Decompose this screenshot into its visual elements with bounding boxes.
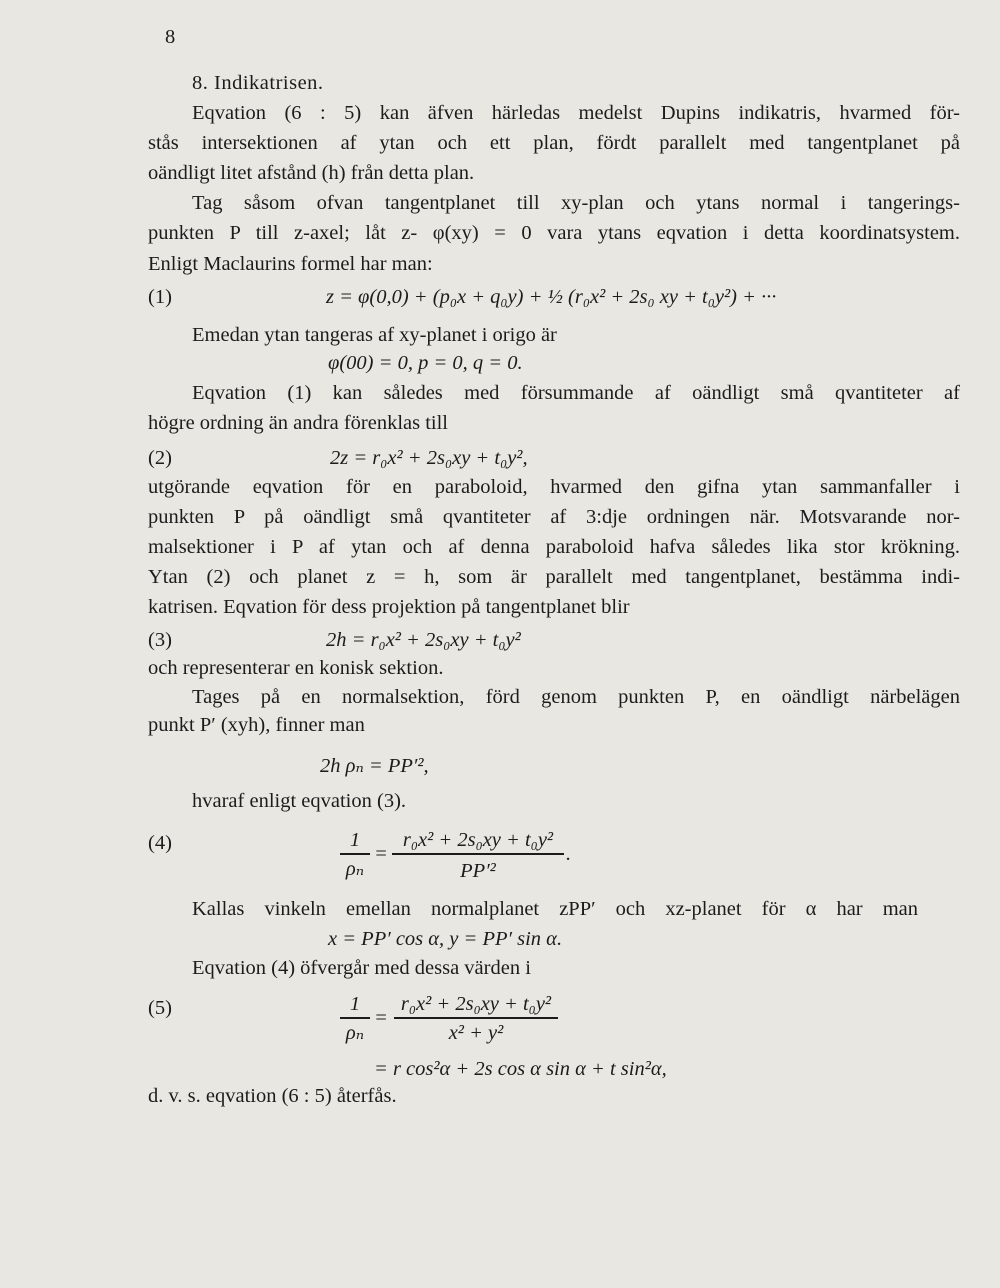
fraction-denominator: PP′² [460,860,496,882]
fraction-numerator: 1 [349,993,361,1015]
text-line: punkten P till z-axel; låt z- φ(xy) = 0 vara ytans eqvation i detta koordinatsystem. [148,222,960,244]
text-line: Eqvation (4) öfvergår med dessa värden i [192,957,531,979]
text-line: utgörande eqvation för en paraboloid, hvarmed den gifna ytan sammanfaller i [148,476,960,498]
text-line: Tag såsom ofvan tangentplanet till xy-plan och ytans normal i tangerings- [192,192,960,214]
text-line: Enligt Maclaurins formel har man: [148,253,433,275]
text-line: oändligt litet afstånd (h) från detta plan. [148,162,475,184]
equation-number: (2) [148,447,172,469]
text-line: högre ordning än andra förenklas till [148,412,449,434]
equals-sign: = [374,1007,388,1029]
equation: x = PP′ cos α, y = PP′ sin α. [328,928,563,950]
text-line: Eqvation (6 : 5) kan äfven härledas medelst Dupins indikatris, hvarmed för- [192,102,960,124]
page-number: 8 [165,26,176,48]
text-line: hvaraf enligt eqvation (3). [192,790,407,812]
equation: 2z = r₀x² + 2s₀xy + t₀y², [330,447,528,469]
equation-number: (3) [148,629,172,651]
text-line: stås intersektionen af ytan och ett plan, fördt parallelt med tangentplanet på [148,132,960,154]
section-heading: 8. Indikatrisen. [192,72,324,94]
equation: 2h ρₙ = PP′², [320,755,429,777]
fraction-bar [392,853,564,855]
text-line: Ytan (2) och planet z = h, som är parallelt med tangentplanet, bestämma indi- [148,566,960,588]
equation-number: (4) [148,832,172,854]
text-line: d. v. s. eqvation (6 : 5) återfås. [148,1085,397,1107]
fraction-bar [340,1017,370,1019]
text-line: malsektioner i P af ytan och af denna paraboloid hafva således lika stor krökning. [148,536,960,558]
equation-punctuation: . [566,843,572,865]
text-line: och representerar en konisk sektion. [148,657,444,679]
equation: φ(00) = 0, p = 0, q = 0. [328,352,523,374]
fraction-denominator: ρₙ [345,858,365,880]
text-line: Tages på en normalsektion, förd genom punkten P, en oändligt närbelägen [192,686,960,708]
equation: z = φ(0,0) + (p₀x + q₀y) + ½ (r₀x² + 2s₀ xy + t₀y²) + ··· [326,286,777,308]
equation: 2h = r₀x² + 2s₀xy + t₀y² [326,629,521,651]
fraction-numerator: r₀x² + 2s₀xy + t₀y² [400,993,552,1015]
equation: = r cos²α + 2s cos α sin α + t sin²α, [374,1058,667,1080]
fraction-bar [394,1017,558,1019]
text-line: Kallas vinkeln emellan normalplanet zPP′ och xz-planet för α har man [192,898,918,920]
equation-number: (1) [148,286,172,308]
fraction-denominator: ρₙ [345,1022,365,1044]
fraction-numerator: r₀x² + 2s₀xy + t₀y² [402,829,554,851]
text-line: katrisen. Eqvation för dess projektion på tangentplanet blir [148,596,630,618]
equals-sign: = [374,843,388,865]
text-line: Emedan ytan tangeras af xy-planet i origo är [192,324,557,346]
fraction-bar [340,853,370,855]
text-line: Eqvation (1) kan således med försummande af oändligt små qvantiteter af [192,382,960,404]
fraction-denominator: x² + y² [448,1022,504,1044]
equation-number: (5) [148,997,172,1019]
text-line: punkten P på oändligt små qvantiteter af 3:dje ordningen när. Motsvarande nor- [148,506,960,528]
fraction-numerator: 1 [349,829,361,851]
text-line: punkt P′ (xyh), finner man [148,714,365,736]
